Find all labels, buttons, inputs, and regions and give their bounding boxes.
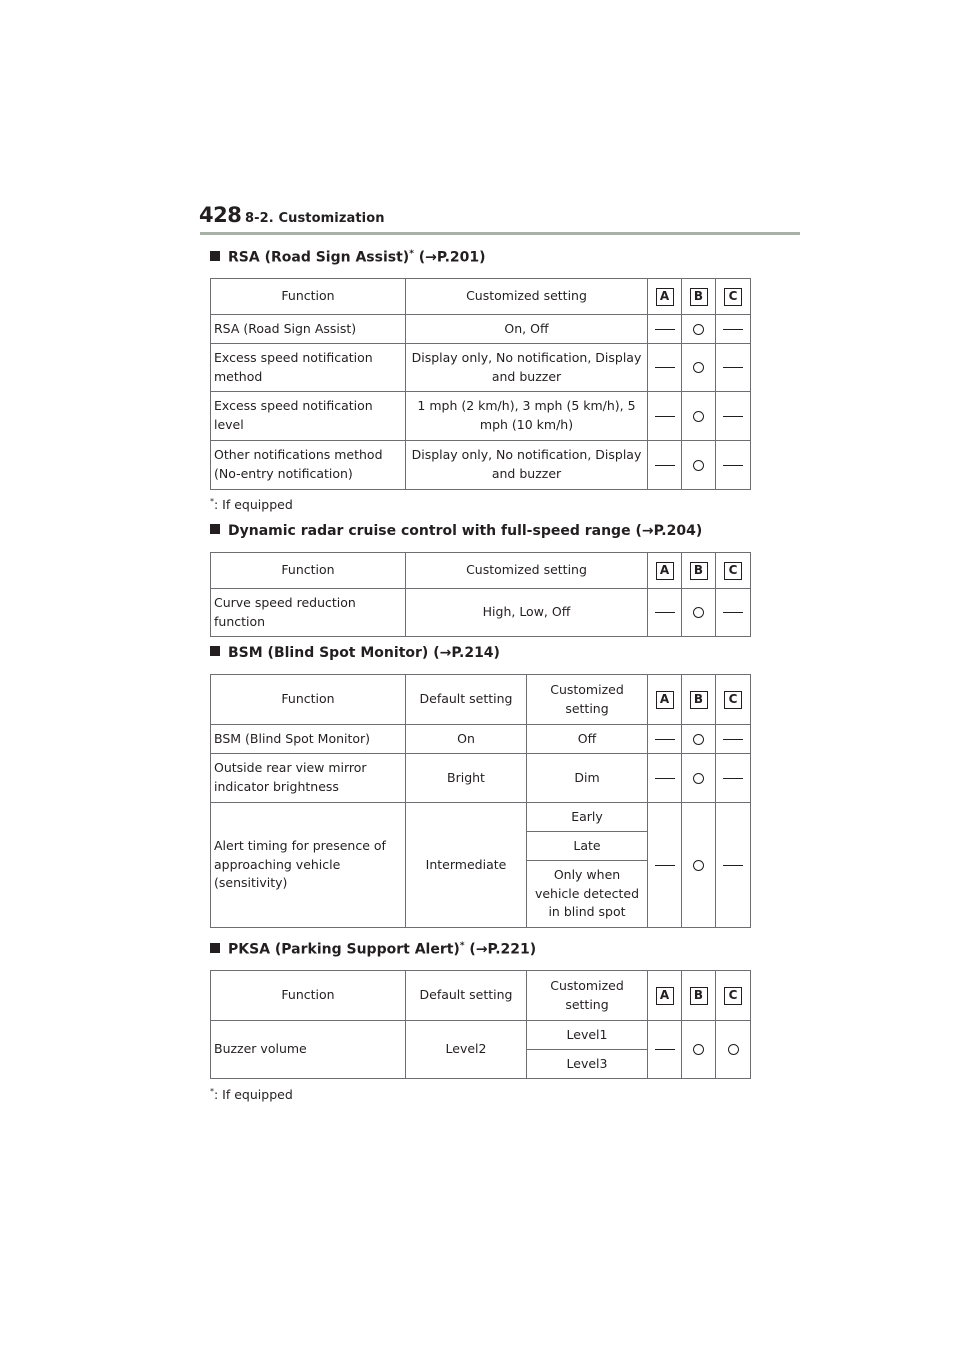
header-function: Function (211, 675, 406, 725)
table-header-row (211, 675, 751, 725)
table-row: Alert timing for presence of approaching vehicle (sensitivity) Intermediate Early (211, 803, 751, 832)
dash-icon (655, 612, 675, 613)
dash-icon (723, 865, 743, 866)
dash-icon (723, 367, 743, 368)
header-customized: Customized setting (406, 553, 648, 589)
col-letter-c: C (724, 691, 742, 709)
section-title-rsa: RSA (Road Sign Assist)* (→P.201) (210, 249, 486, 266)
circle-icon (693, 362, 704, 373)
circle-icon (693, 1044, 704, 1055)
dash-icon (655, 865, 675, 866)
circle-icon (693, 734, 704, 745)
table-row: Excess speed notification level 1 mph (2 km/h), 3 mph (5 km/h), 5 mph (10 km/h) (211, 392, 751, 441)
footnote: *: If equipped (210, 497, 293, 513)
circle-icon (693, 860, 704, 871)
dash-icon (655, 739, 675, 740)
table-pksa (210, 970, 751, 1079)
col-letter-b: B (690, 691, 708, 709)
col-letter-a: A (656, 288, 674, 306)
circle-icon (693, 324, 704, 335)
col-letter-b: B (690, 288, 708, 306)
col-letter-b: B (690, 562, 708, 580)
footnote: *: If equipped (210, 1087, 293, 1103)
section-title-radar-cruise: Dynamic radar cruise control with full-speed range (→P.204) (210, 523, 702, 539)
circle-icon (693, 773, 704, 784)
dash-icon (655, 416, 675, 417)
col-letter-b: B (690, 987, 708, 1005)
dash-icon (655, 329, 675, 330)
circle-icon (728, 1044, 739, 1055)
header-default: Default setting (406, 971, 527, 1021)
chapter-title: 8-2. Customization (245, 211, 385, 226)
header-default: Default setting (406, 675, 527, 725)
col-letter-a: A (656, 987, 674, 1005)
dash-icon (723, 465, 743, 466)
dash-icon (655, 1049, 675, 1050)
section-title-bsm: BSM (Blind Spot Monitor) (→P.214) (210, 645, 500, 661)
dash-icon (723, 329, 743, 330)
col-letter-c: C (724, 288, 742, 306)
col-letter-a: A (656, 562, 674, 580)
table-rsa (210, 278, 751, 490)
header-function: Function (211, 279, 406, 315)
header-function: Function (211, 553, 406, 589)
table-row: Buzzer volume Level2 Level1 (211, 1021, 751, 1050)
circle-icon (693, 411, 704, 422)
header-function: Function (211, 971, 406, 1021)
col-letter-c: C (724, 562, 742, 580)
col-letter-c: C (724, 987, 742, 1005)
dash-icon (723, 739, 743, 740)
table-row: Only when vehicle detected in blind spot (211, 861, 751, 928)
dash-icon (655, 367, 675, 368)
table-row: Curve speed reduction function High, Low, Off (211, 589, 751, 637)
header-customized: Customized setting (406, 279, 648, 315)
circle-icon (693, 460, 704, 471)
table-row: Other notifications method (No-entry notification) Display only, No notification, Display and buzzer (211, 441, 751, 490)
col-letter-a: A (656, 691, 674, 709)
square-bullet-icon (210, 943, 220, 953)
table-row: BSM (Blind Spot Monitor) On Off (211, 725, 751, 754)
header-customized: Customized setting (527, 971, 648, 1021)
dash-icon (655, 778, 675, 779)
dash-icon (723, 612, 743, 613)
table-header-row (211, 279, 751, 315)
square-bullet-icon (210, 251, 220, 261)
header-customized: Customized setting (527, 675, 648, 725)
table-header-row (211, 971, 751, 1021)
circle-icon (693, 607, 704, 618)
table-row: Late (211, 832, 751, 861)
table-radar-cruise (210, 552, 751, 637)
table-row: Level3 (211, 1050, 751, 1079)
table-row: RSA (Road Sign Assist) On, Off (211, 315, 751, 344)
dash-icon (723, 416, 743, 417)
header-rule (200, 232, 800, 235)
dash-icon (655, 465, 675, 466)
table-row: Excess speed notification method Display only, No notification, Display and buzzer (211, 344, 751, 392)
page-number: 428 (199, 203, 242, 227)
section-title-pksa: PKSA (Parking Support Alert)* (→P.221) (210, 941, 536, 958)
table-bsm (210, 674, 751, 928)
dash-icon (723, 778, 743, 779)
square-bullet-icon (210, 524, 220, 534)
table-row: Outside rear view mirror indicator brightness Bright Dim (211, 754, 751, 803)
square-bullet-icon (210, 646, 220, 656)
table-header-row (211, 553, 751, 589)
